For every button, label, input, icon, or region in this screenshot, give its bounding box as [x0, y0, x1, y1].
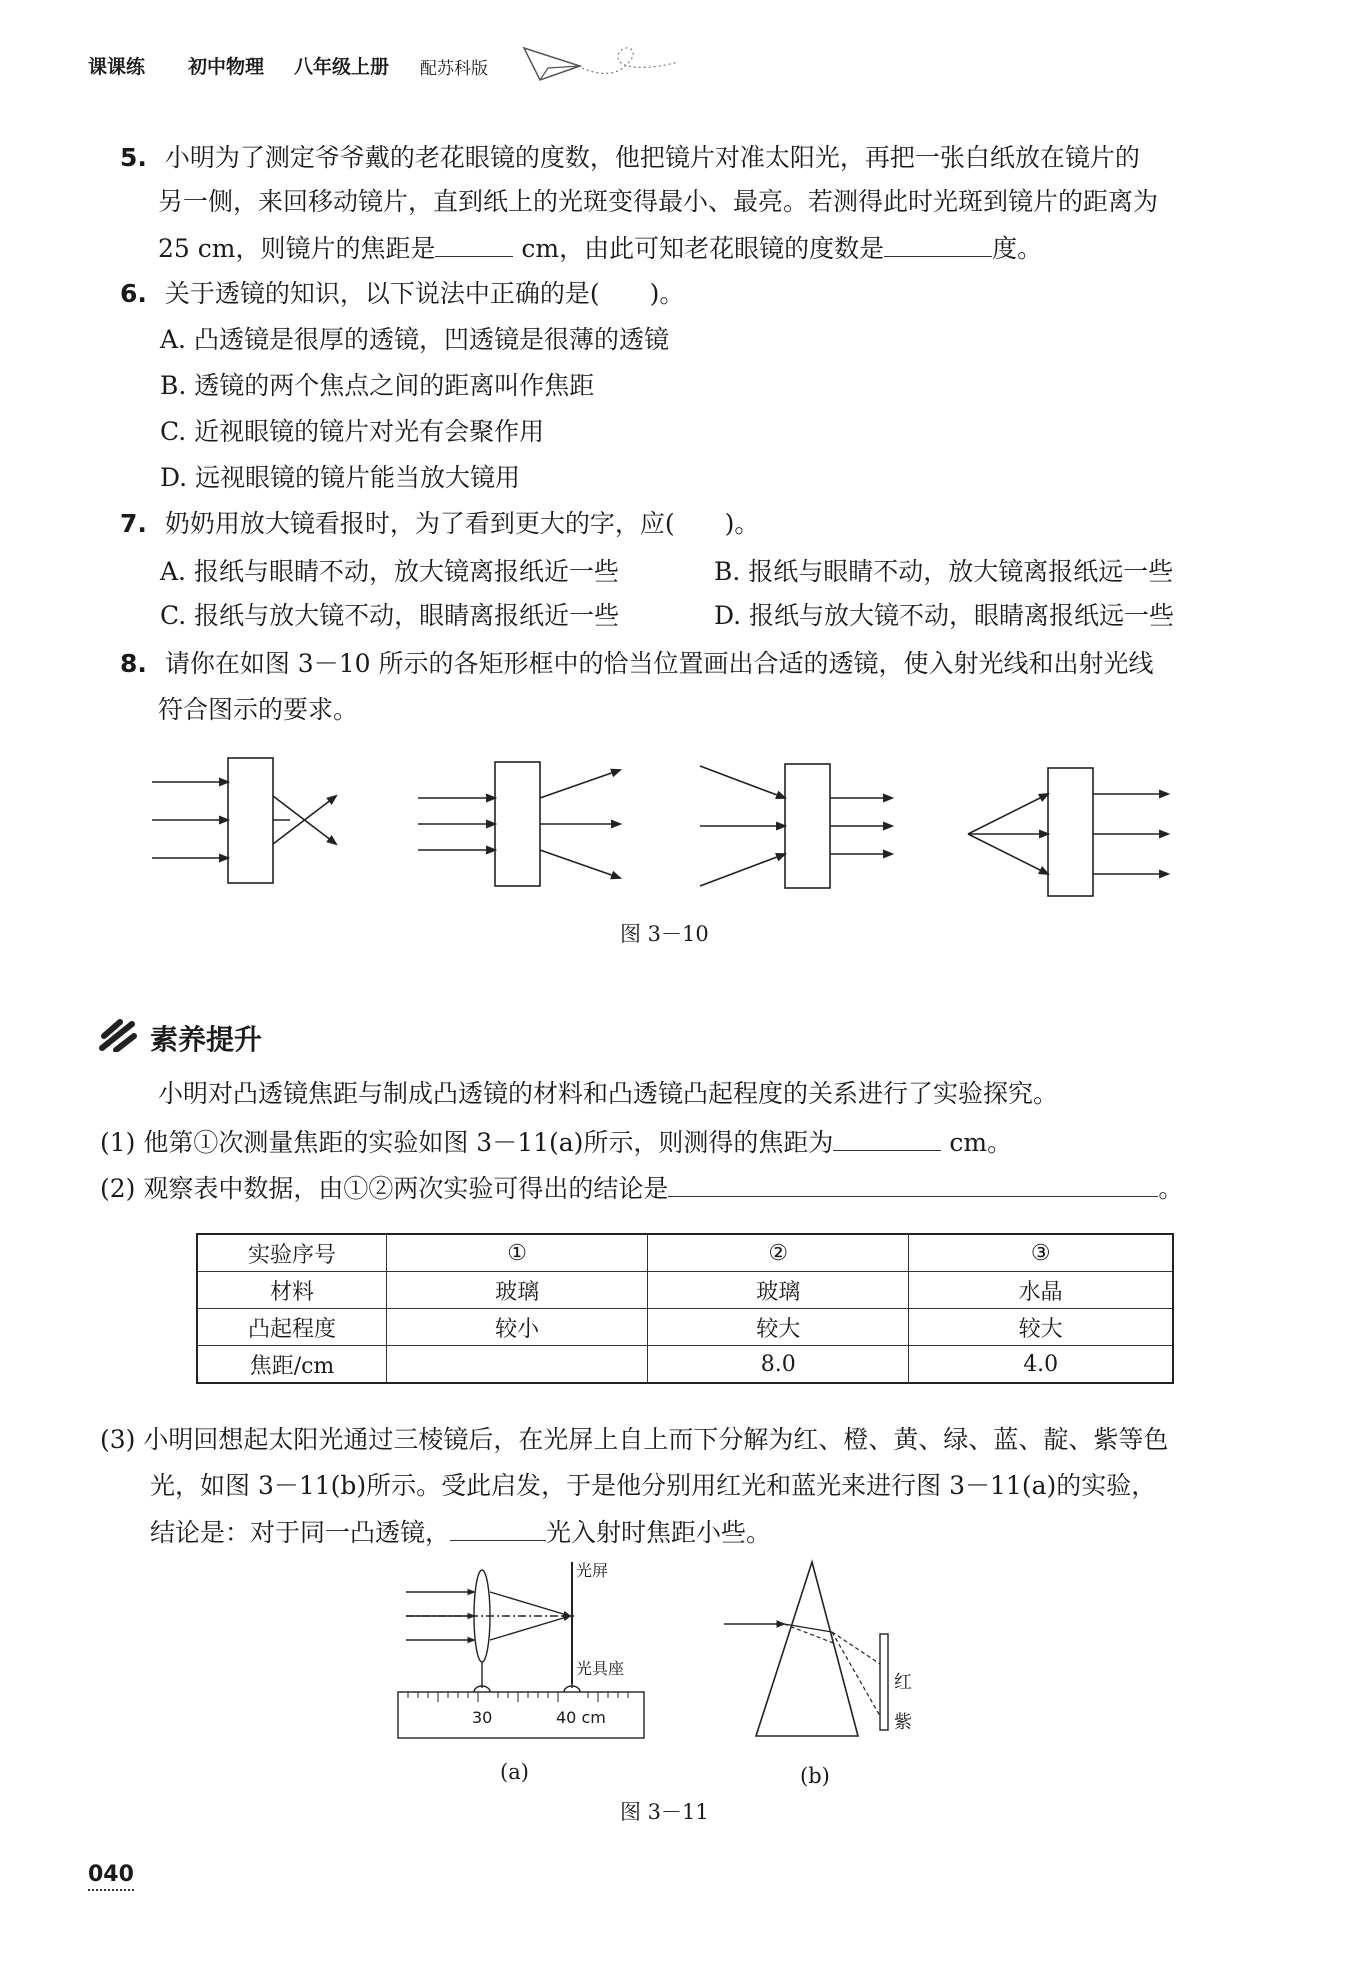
question-text: 度。: [992, 234, 1043, 263]
tick-label-40: 40 cm: [556, 1708, 606, 1727]
subfigure-label-b: (b): [800, 1764, 830, 1788]
question-number: 8.: [120, 649, 147, 678]
tick-label-30: 30: [472, 1708, 493, 1727]
question-5-line2: 另一侧，来回移动镜片，直到纸上的光斑变得最小、最亮。若测得此时光斑到镜片的距离为: [158, 187, 1159, 216]
question-5: [120, 140, 1140, 176]
table-header-row: [197, 1234, 1173, 1272]
table-cell: 焦距/cm: [197, 1346, 387, 1384]
section-marker-icon: [98, 1018, 140, 1052]
table-header-cell: ③: [909, 1234, 1173, 1272]
section-intro: 小明对凸透镜焦距与制成凸透镜的材料和凸透镜凸起程度的关系进行了实验探究。: [158, 1079, 1059, 1108]
table-cell: 材料: [197, 1272, 387, 1309]
lens-box-4: [1048, 768, 1093, 896]
question-text: 奶奶用放大镜看报时，为了看到更大的字，应( )。: [164, 509, 760, 538]
question-5-line3: [158, 230, 1042, 267]
table-cell: 较大: [648, 1309, 909, 1346]
table-row: [197, 1346, 1173, 1384]
table-cell: 较大: [909, 1309, 1173, 1346]
answer-blank-degree[interactable]: [884, 230, 992, 257]
option-b[interactable]: B. 报纸与眼睛不动，放大镜离报纸远一些: [714, 557, 1174, 586]
answer-blank-conclusion[interactable]: [668, 1170, 1158, 1197]
question-text: 光入射时焦距小些。: [546, 1518, 772, 1547]
table-cell: 较小: [387, 1309, 648, 1346]
label-light-screen: 光屏: [576, 1561, 609, 1580]
label-violet: 紫: [894, 1712, 912, 1733]
page-number: 040: [88, 1862, 134, 1891]
lens-box-3: [785, 764, 830, 888]
table-header-cell: ②: [648, 1234, 909, 1272]
option-b[interactable]: B. 透镜的两个焦点之间的距离叫作焦距: [160, 371, 595, 400]
question-7: [120, 506, 759, 542]
figure-3-11a: [396, 1560, 656, 1745]
table-cell-empty[interactable]: [387, 1346, 648, 1384]
label-optical-bench: 光具座: [576, 1659, 625, 1678]
question-text: 小明为了测定爷爷戴的老花眼镜的度数，他把镜片对准太阳光，再把一张白纸放在镜片的: [164, 143, 1140, 172]
light-screen-b: [880, 1634, 888, 1730]
question-8: [120, 646, 1153, 682]
sub-question-3: (3) 小明回想起太阳光通过三棱镜后，在光屏上自上而下分解为红、橙、黄、绿、蓝、靛、紫等色: [100, 1425, 1169, 1454]
figure-caption: 图 3－10: [620, 922, 709, 946]
paper-plane-icon: [520, 40, 680, 90]
section-title: 素养提升: [150, 1023, 263, 1056]
question-6: [120, 276, 684, 312]
subfigure-label-a: (a): [500, 1760, 529, 1784]
question-text: 。: [1158, 1174, 1184, 1203]
header-subject: 初中物理: [188, 56, 265, 78]
header-edition: 配苏科版: [420, 59, 488, 79]
table-header-cell: ①: [387, 1234, 648, 1272]
question-text: 关于透镜的知识，以下说法中正确的是( )。: [164, 279, 685, 308]
table-cell: 玻璃: [387, 1272, 648, 1309]
header-grade: 八年级上册: [294, 56, 390, 78]
figure-caption: 图 3－11: [620, 1800, 709, 1824]
table-cell: 水晶: [909, 1272, 1173, 1309]
option-d[interactable]: D. 远视眼镜的镜片能当放大镜用: [160, 463, 521, 492]
lens-box-2: [495, 762, 540, 886]
figure-3-11b: [720, 1556, 920, 1746]
label-red: 红: [894, 1672, 912, 1693]
question-text: (2) 观察表中数据，由①②两次实验可得出的结论是: [100, 1174, 669, 1203]
question-text: cm，由此可知老花眼镜的度数是: [513, 234, 885, 263]
question-number: 6.: [120, 279, 147, 308]
option-c[interactable]: C. 近视眼镜的镜片对光有会聚作用: [160, 417, 545, 446]
question-text: 25 cm，则镜片的焦距是: [158, 234, 436, 263]
question-text: (1) 他第①次测量焦距的实验如图 3－11(a)所示，则测得的焦距为: [100, 1128, 834, 1157]
answer-blank-color[interactable]: [450, 1514, 546, 1541]
question-text: 结论是：对于同一凸透镜，: [150, 1518, 451, 1547]
option-a[interactable]: A. 报纸与眼睛不动，放大镜离报纸近一些: [160, 557, 619, 586]
header-series: 课课练: [88, 56, 146, 78]
option-c[interactable]: C. 报纸与放大镜不动，眼睛离报纸近一些: [160, 601, 620, 630]
sub-question-3-line2: 光，如图 3－11(b)所示。受此启发，于是他分别用红光和蓝光来进行图 3－11(a)的实验，: [150, 1471, 1157, 1500]
sub-question-1: [100, 1124, 1012, 1161]
experiment-table: [196, 1233, 1174, 1384]
option-a[interactable]: A. 凸透镜是很厚的透镜，凹透镜是很薄的透镜: [160, 325, 669, 354]
question-number: 5.: [120, 143, 147, 172]
optical-bench: [398, 1692, 644, 1738]
sub-question-2: [100, 1170, 1183, 1207]
question-text: cm。: [941, 1128, 1013, 1157]
table-cell: 凸起程度: [197, 1309, 387, 1346]
question-number: 7.: [120, 509, 147, 538]
question-text: 请你在如图 3－10 所示的各矩形框中的恰当位置画出合适的透镜，使入射光线和出射光线: [164, 649, 1154, 678]
table-cell: 4.0: [909, 1346, 1173, 1384]
table-cell: 玻璃: [648, 1272, 909, 1309]
answer-blank-focal-length[interactable]: [435, 230, 513, 257]
table-row: [197, 1272, 1173, 1309]
prism: [756, 1562, 858, 1736]
table-cell: 8.0: [648, 1346, 909, 1384]
figure-3-10: [140, 752, 1200, 912]
table-header-cell: 实验序号: [197, 1234, 387, 1272]
option-d[interactable]: D. 报纸与放大镜不动，眼睛离报纸远一些: [714, 601, 1175, 630]
question-8-line2: 符合图示的要求。: [158, 695, 359, 724]
table-row: [197, 1309, 1173, 1346]
answer-blank-focal-length[interactable]: [833, 1124, 941, 1151]
lens-box-1: [228, 758, 273, 883]
sub-question-3-line3: [150, 1514, 771, 1551]
